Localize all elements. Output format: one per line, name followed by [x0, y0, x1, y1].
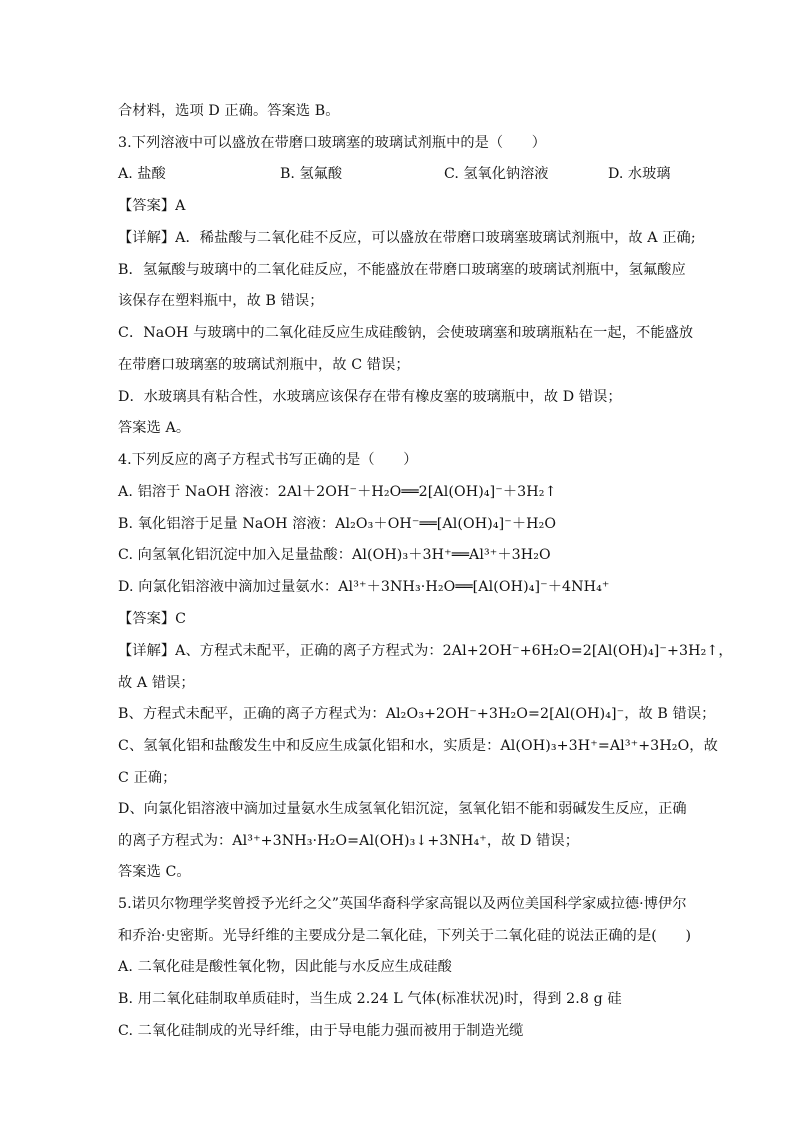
option-c: C. 氢氧化钠溶液 — [444, 166, 549, 182]
explanation-line: 该保存在塑料瓶中，故 B 错误； — [118, 293, 324, 309]
explanation-line: C 正确； — [118, 770, 177, 786]
question-5-option-b: B. 用二氧化硅制取单质硅时，当生成 2.24 L 气体(标准状况)时，得到 2.8 g 硅 — [118, 991, 622, 1007]
option-a: A. 盐酸 — [118, 166, 166, 182]
explanation-line: D、向氯化铝溶液中滴加过量氨水生成氢氧化铝沉淀，氢氧化铝不能和弱碱发生反应，正确 — [118, 801, 687, 817]
question-3-stem: 3.下列溶液中可以盛放在带磨口玻璃塞的玻璃试剂瓶中的是（ ） — [118, 135, 547, 151]
explanation-line: C、氢氧化铝和盐酸发生中和反应生成氯化铝和水，实质是：Al(OH)₃+3H⁺=Al³⁺+3H₂O，故 — [118, 738, 718, 754]
option-b: B. 氢氟酸 — [280, 166, 343, 182]
explanation-line: C．NaOH 与玻璃中的二氧化硅反应生成硅酸钠，会使玻璃塞和玻璃瓶粘在一起，不能盛放 — [118, 325, 694, 341]
answer-label: 【答案】C — [118, 611, 187, 627]
explanation-line: 故 A 错误； — [118, 675, 195, 691]
explanation-line: B、方程式未配平，正确的离子方程式为：Al₂O₃+2OH⁻+3H₂O=2[Al(OH)₄]⁻，故 B 错误； — [118, 706, 716, 722]
answer-conclusion: 答案选 A。 — [118, 420, 191, 436]
explanation-line: 在带磨口玻璃塞的玻璃试剂瓶中，故 C 错误； — [118, 357, 410, 373]
question-4-option-a: A. 铝溶于 NaOH 溶液：2Al＋2OH⁻＋H₂O══2[Al(OH)₄]⁻＋3H₂↑ — [118, 484, 557, 500]
question-5-option-c: C. 二氧化硅制成的光导纤维，由于导电能力强而被用于制造光缆 — [118, 1023, 524, 1039]
question-4-stem: 4.下列反应的离子方程式书写正确的是（ ） — [118, 452, 418, 468]
question-4-option-d: D. 向氯化铝溶液中滴加过量氨水：Al³⁺＋3NH₃·H₂O══[Al(OH)₄]⁻＋4NH₄⁺ — [118, 579, 610, 595]
question-5-option-a: A. 二氧化硅是酸性氧化物，因此能与水反应生成硅酸 — [118, 959, 452, 975]
question-5-stem: 和乔治·史密斯。光导纤维的主要成分是二氧化硅，下列关于二氧化硅的说法正确的是( ) — [118, 928, 692, 944]
question-5-stem: 5.诺贝尔物理学奖曾授予光纤之父”英国华裔科学家高锟以及两位美国科学家威拉德·博伊尔 — [118, 896, 687, 912]
option-d: D. 水玻璃 — [608, 166, 671, 182]
question-4-option-b: B. 氧化铝溶于足量 NaOH 溶液：Al₂O₃＋OH⁻══[Al(OH)₄]⁻＋H₂O — [118, 516, 557, 532]
explanation-line: 【详解】A、方程式未配平，正确的离子方程式为：2Al+2OH⁻+6H₂O=2[Al(OH)₄]⁻+3H₂↑， — [118, 643, 733, 659]
explanation-line: 【详解】A．稀盐酸与二氧化硅不反应，可以盛放在带磨口玻璃塞玻璃试剂瓶中，故 A 正确; — [118, 230, 696, 246]
explanation-line: D．水玻璃具有粘合性，水玻璃应该保存在带有橡皮塞的玻璃瓶中，故 D 错误； — [118, 389, 622, 405]
text-line: 合材料，选项 D 正确。答案选 B。 — [118, 103, 340, 119]
question-4-option-c: C. 向氢氧化铝沉淀中加入足量盐酸：Al(OH)₃＋3H⁺══Al³⁺＋3H₂O — [118, 547, 551, 563]
explanation-line: 的离子方程式为：Al³⁺+3NH₃·H₂O=Al(OH)₃↓+3NH₄⁺，故 D 错误； — [118, 833, 579, 849]
answer-conclusion: 答案选 C。 — [118, 864, 191, 880]
explanation-line: B．氢氟酸与玻璃中的二氧化硅反应，不能盛放在带磨口玻璃塞的玻璃试剂瓶中，氢氟酸应 — [118, 262, 686, 278]
answer-label: 【答案】A — [118, 198, 186, 214]
